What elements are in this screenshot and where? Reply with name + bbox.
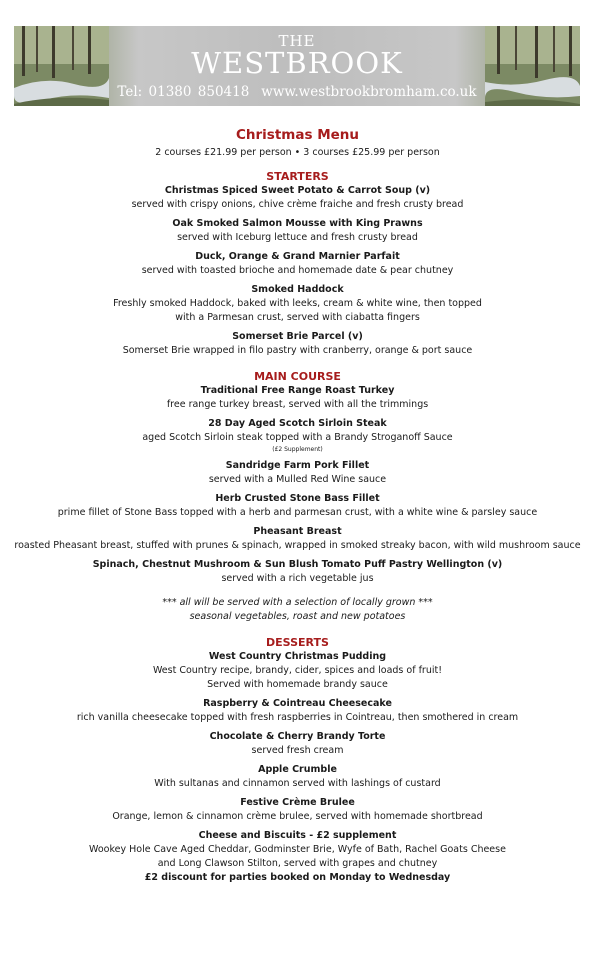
menu-prices: 2 courses £21.99 per person • 3 courses £25.99 per person bbox=[155, 147, 440, 158]
dish-description: served fresh cream bbox=[251, 745, 344, 756]
dish-description: served with crispy onions, chive crème fraiche and fresh crusty bread bbox=[131, 199, 464, 210]
header-banner bbox=[14, 26, 580, 106]
dish-name: Duck, Orange & Grand Marnier Parfait bbox=[195, 251, 400, 262]
dish-description: West Country recipe, brandy, cider, spices and loads of fruit! bbox=[152, 665, 443, 676]
dish-description: prime fillet of Stone Bass topped with a herb and parmesan crust, with a white wine & parsley sauce bbox=[57, 507, 538, 518]
menu-item bbox=[0, 459, 595, 487]
dish-description: served with Iceburg lettuce and fresh crusty bread bbox=[177, 232, 418, 243]
dish-description: With sultanas and cinnamon served with lashings of custard bbox=[154, 778, 441, 789]
dish-description: aged Scotch Sirloin steak topped with a Brandy Stroganoff Sauce bbox=[142, 432, 453, 443]
note-line: *** all will be served with a selection of locally grown *** bbox=[162, 597, 433, 608]
dish-description: Orange, lemon & cinnamon crème brulee, served with homemade shortbread bbox=[112, 811, 483, 822]
menu-item bbox=[0, 558, 595, 586]
dish-description: served with a rich vegetable jus bbox=[221, 573, 374, 584]
dish-name: Cheese and Biscuits - £2 supplement bbox=[198, 830, 397, 841]
dish-name: 28 Day Aged Scotch Sirloin Steak bbox=[208, 418, 387, 429]
dish-name: West Country Christmas Pudding bbox=[208, 651, 387, 662]
menu-item bbox=[0, 492, 595, 520]
menu-item bbox=[0, 829, 595, 871]
menu-item bbox=[0, 283, 595, 325]
dish-description: Wookey Hole Cave Aged Cheddar, Godminster Brie, Wyfe of Bath, Rachel Goats Cheese bbox=[89, 844, 506, 855]
dish-name: Pheasant Breast bbox=[253, 526, 342, 537]
dish-description: free range turkey breast, served with all the trimmings bbox=[166, 399, 429, 410]
menu-item bbox=[0, 384, 595, 412]
dish-name: Oak Smoked Salmon Mousse with King Prawns bbox=[172, 218, 423, 229]
dish-description: roasted Pheasant breast, stuffed with prunes & spinach, wrapped in smoked streaky bacon, with wild mushroom sauce bbox=[14, 540, 581, 551]
dish-description-cont: with a Parmesan crust, served with ciabatta fingers bbox=[175, 312, 420, 323]
menu-item bbox=[0, 217, 595, 245]
note-line: seasonal vegetables, roast and new potatoes bbox=[189, 611, 406, 622]
dish-description: Freshly smoked Haddock, baked with leeks, cream & white wine, then topped bbox=[113, 298, 482, 309]
menu-item bbox=[0, 250, 595, 278]
section-desserts-heading: DESSERTS bbox=[266, 636, 329, 649]
menu-body bbox=[0, 126, 595, 885]
accompaniments-note bbox=[0, 596, 595, 624]
menu-item bbox=[0, 697, 595, 725]
dish-name: Herb Crusted Stone Bass Fillet bbox=[215, 493, 380, 504]
dish-name: Traditional Free Range Roast Turkey bbox=[200, 385, 395, 396]
brand-name: WESTBROOK bbox=[191, 46, 403, 80]
dish-description: Somerset Brie wrapped in filo pastry with cranberry, orange & port sauce bbox=[122, 345, 473, 356]
dish-name: Somerset Brie Parcel (v) bbox=[232, 331, 363, 342]
dish-name: Spinach, Chestnut Mushroom & Sun Blush Tomato Puff Pastry Wellington (v) bbox=[92, 559, 503, 570]
dish-name: Chocolate & Cherry Brandy Torte bbox=[209, 731, 386, 742]
dish-name: Sandridge Farm Pork Fillet bbox=[225, 460, 370, 471]
dish-description: served with a Mulled Red Wine sauce bbox=[208, 474, 387, 485]
menu-title: Christmas Menu bbox=[235, 127, 360, 143]
contact-line bbox=[14, 84, 580, 100]
menu-item bbox=[0, 796, 595, 824]
menu-item bbox=[0, 730, 595, 758]
dish-name: Festive Crème Brulee bbox=[240, 797, 355, 808]
menu-item bbox=[0, 650, 595, 692]
dish-name: Raspberry & Cointreau Cheesecake bbox=[203, 698, 392, 709]
dish-name: Smoked Haddock bbox=[251, 284, 344, 295]
menu-item bbox=[0, 417, 595, 454]
supplement-note: (£2 Supplement) bbox=[272, 446, 323, 453]
dish-name: Apple Crumble bbox=[258, 764, 337, 775]
website-link[interactable]: www.westbrookbromham.co.uk bbox=[261, 84, 477, 100]
menu-item bbox=[0, 525, 595, 553]
dish-name: Christmas Spiced Sweet Potato & Carrot Soup (v) bbox=[164, 185, 431, 196]
menu-item bbox=[0, 184, 595, 212]
menu-item bbox=[0, 330, 595, 358]
discount-note: £2 discount for parties booked on Monday to Wednesday bbox=[144, 872, 451, 883]
section-mains-heading: MAIN COURSE bbox=[254, 370, 341, 383]
dish-description-cont: and Long Clawson Stilton, served with grapes and chutney bbox=[157, 858, 438, 869]
section-starters-heading: STARTERS bbox=[266, 170, 329, 183]
dish-description: served with toasted brioche and homemade date & pear chutney bbox=[141, 265, 454, 276]
dish-description: rich vanilla cheesecake topped with fresh raspberries in Cointreau, then smothered in cream bbox=[76, 712, 519, 723]
phone-number: Tel: 01380 850418 bbox=[117, 84, 250, 100]
dish-description-cont: Served with homemade brandy sauce bbox=[207, 679, 388, 690]
brand-the: THE bbox=[278, 32, 316, 50]
menu-item bbox=[0, 763, 595, 791]
